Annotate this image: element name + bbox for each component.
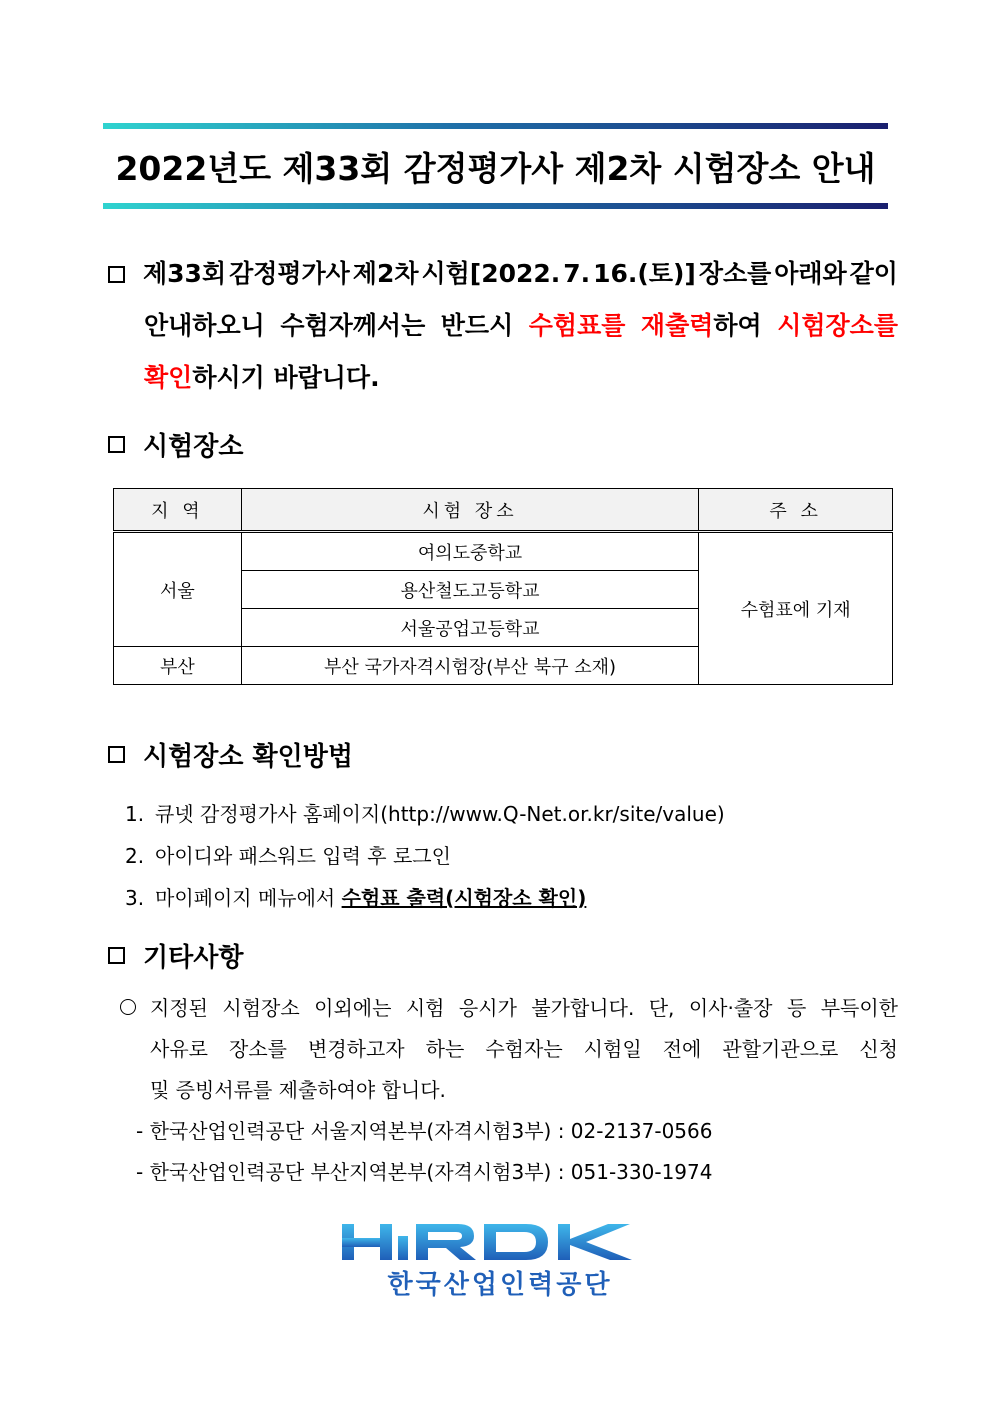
intro-line-3 — [108, 352, 898, 404]
table-header-row — [114, 489, 893, 532]
list-item — [125, 877, 725, 919]
intro-line-2 — [108, 300, 898, 352]
list-item — [125, 835, 725, 877]
list-text: 마이페이지 메뉴에서 — [155, 886, 342, 910]
intro-highlight: 재출력 — [640, 311, 714, 340]
venue-cell: 용산철도고등학교 — [241, 571, 698, 609]
address-cell: 수험표에 기재 — [699, 532, 893, 685]
checkbox-icon — [108, 746, 125, 763]
etc-notes — [118, 988, 898, 1193]
title-banner — [103, 123, 888, 209]
section-method-heading — [108, 736, 353, 773]
intro-word: 같이 — [849, 259, 898, 288]
intro-word: 반드시 — [440, 311, 514, 340]
list-emphasis: 수험표 출력(시험장소 확인) — [341, 886, 587, 910]
list-number: 2. — [125, 844, 145, 868]
hrdk-logo-mark-icon — [340, 1222, 660, 1264]
intro-word: 16.(토)] — [593, 259, 696, 288]
etc-line: 및 증빙서류를 제출하여야 합니다. — [150, 1078, 446, 1102]
section-title: 시험장소 확인방법 — [143, 742, 353, 772]
logo-subtitle: 한국산업인력공단 — [387, 1270, 613, 1300]
intro-word: 7. — [563, 259, 591, 288]
intro-word: 장소를 — [698, 259, 772, 288]
intro-word: 하시기 바랍니다. — [192, 363, 380, 392]
method-list — [125, 793, 725, 919]
table-header: 시험 장소 — [241, 489, 698, 532]
checkbox-icon — [108, 436, 125, 453]
title-bottom-bar — [103, 203, 888, 209]
intro-checkbox — [108, 248, 226, 300]
checkbox-icon — [108, 266, 125, 283]
venue-cell: 부산 국가자격시험장(부산 북구 소재) — [241, 647, 698, 685]
list-item — [125, 793, 725, 835]
intro-highlight: 수험표를 — [528, 311, 626, 340]
list-text: 큐넷 감정평가사 홈페이지(http://www.Q-Net.or.kr/site/value) — [155, 802, 725, 826]
intro-word: 수험자께서는 — [280, 311, 426, 340]
venue-table — [113, 488, 893, 685]
etc-bullet — [118, 988, 898, 1111]
list-number: 3. — [125, 886, 145, 910]
hrdk-logo — [340, 1222, 660, 1300]
table-header: 주 소 — [699, 489, 893, 532]
intro-word: 시험[2022. — [421, 259, 561, 288]
etc-line: 사유로 장소를 변경하고자 하는 수험자는 시험일 전에 관할기관으로 신청 — [150, 1037, 898, 1061]
intro-word: 아래와 — [774, 259, 847, 288]
circle-bullet-icon — [120, 999, 136, 1015]
intro-word: 하여 — [713, 311, 762, 340]
intro-word: 제33회 — [143, 259, 227, 288]
checkbox-icon — [108, 947, 125, 964]
intro-highlight: 확인 — [144, 363, 193, 392]
venue-cell: 여의도중학교 — [241, 532, 698, 571]
section-etc-heading — [108, 937, 243, 974]
contact-line: - 한국산업인력공단 부산지역본부(자격시험3부) : 051-330-1974 — [136, 1160, 713, 1184]
section-title: 시험장소 — [143, 432, 244, 462]
table-header: 지 역 — [114, 489, 242, 532]
page-title: 2022년도 제33회 감정평가사 제2차 시험장소 안내 — [115, 148, 876, 188]
list-number: 1. — [125, 802, 145, 826]
list-text: 아이디와 패스워드 입력 후 로그인 — [155, 844, 451, 868]
table-row — [114, 532, 893, 571]
intro-highlight: 시험장소를 — [777, 311, 898, 340]
region-cell: 서울 — [114, 532, 242, 647]
intro-paragraph — [108, 248, 898, 404]
contact-line: - 한국산업인력공단 서울지역본부(자격시험3부) : 02-2137-0566 — [136, 1119, 713, 1143]
intro-line-1 — [108, 248, 898, 300]
intro-word: 감정평가사 — [229, 259, 350, 288]
etc-paragraph — [150, 988, 898, 1111]
venue-cell: 서울공업고등학교 — [241, 609, 698, 647]
intro-word: 안내하오니 — [144, 311, 265, 340]
section-title: 기타사항 — [143, 943, 244, 973]
section-venue-heading — [108, 426, 243, 463]
region-cell: 부산 — [114, 647, 242, 685]
intro-word: 제2차 — [352, 259, 419, 288]
etc-line: 지정된 시험장소 이외에는 시험 응시가 불가합니다. 단, 이사·출장 등 부득이한 — [150, 996, 898, 1020]
